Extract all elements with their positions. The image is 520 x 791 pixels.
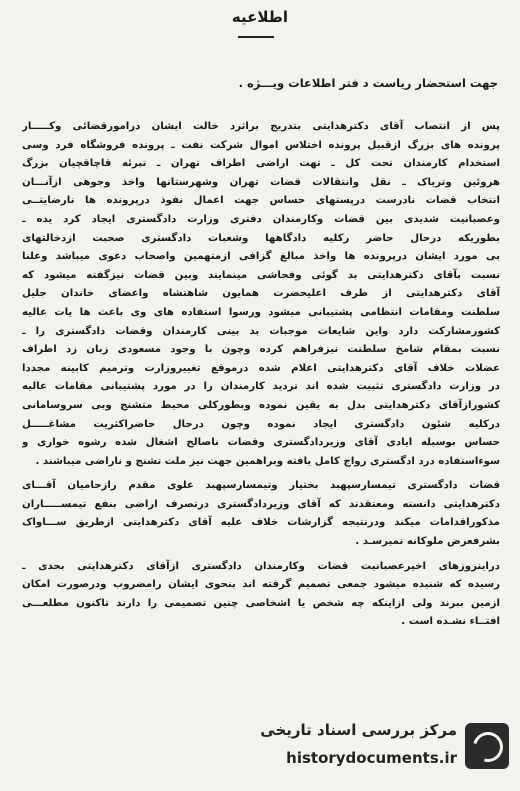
text-line: نسبت بمقام شامخ سلطنت نیزفراهم کرده وچون با وجود مسعودی زبان زد اطراف [22,344,500,356]
text-line: پرونده های بزرگ ازقبیل پرونده اختلاس اموال شرکت نفت ـ پرونده فروشگاه فرد وسی [22,139,500,151]
document-subject: جهت استحضار ریاست د فتر اطلاعات ویـــژه . [238,76,498,90]
text-line: مذکوراقدامات میکند ودرنتیجه گزارشات خلاف علیه آقای دکترهدایتی ازطریق ســـاواک [22,517,500,529]
paragraph [22,118,500,471]
text-line: نسبت بآقای دکترهدایتی بد گوئی وفحاشی مینمایند وبین قضات نیزگفته میشود که [22,269,500,281]
archive-watermark [168,715,513,777]
text-line: درکلیه شئون دادگستری ایجاد نموده وچون درحال حاضراکثریت مشاغـــــل [22,418,500,430]
text-line: کشورازآقای دکترهدایتی بدل به یقین نموده وبطورکلی محیط متشنج وبی سروسامانی [22,399,500,411]
text-line: وعصبانیت شدیدی بین قضات وکارمندان دفتری وزارت دادگستری ایجاد کرد یده ـ [22,213,500,225]
text-line: هروئین وتریاک ـ نقل وانتقالات قضات تهران وشهرستانها واخذ وجوهی ازآنـــان [22,176,500,188]
text-line: بشرفعرض ملوکانه نمیرسـد . [355,536,500,548]
paragraph [22,558,500,632]
text-line: پس از انتصاب آقای دکترهدایتی بتدریج براثرد خالت ایشان درامورقضائی وکـــــار [22,121,500,132]
text-line: دراینروزهای اخیرعصبانیت قضات وکارمندان دادگستری ازآقای دکترهدایتی بحدی ـ [22,560,500,572]
text-line: عضلات خلاف آقای دکترهدایتی اعلام شده درموقع تغییروزارت وترمیم کابینه مجددا [22,362,500,374]
text-line: استخدام کارمندان تحت کل ـ تهت اراضی اطراف تهران ـ تبرئه قاچاقچیان بزرگ [22,158,500,170]
document-title: اطلاعیه [231,8,289,26]
text-line: افتــاء نشـده است . [401,616,500,628]
text-line: سلطنت ومقامات انتظامی پشتیبانی میشود ورسوا استفاده های وی باعث ها یات عالیه [22,306,500,318]
text-line: بی مورد ایشان درپرونده ها واخذ مبالغ گزافی ازمتهمین واصحاب دعوی میباشد وعلنا [22,251,500,263]
text-line: سوءاستفاده درد ادگستری رواج کامل یافته وبراهمین جهت نیز ملت تشنج و ناراضی میباشند . [35,455,500,467]
text-line: آقای دکترهدایتی از طرف اعلیحضرت همایون شاهنشاه واعضای خاندان جلیل [22,288,500,300]
document-body [22,118,500,632]
title-underline [238,36,274,38]
text-line: قضات دادگستری تیمسارسپهبد بختیار وتیمسارسپهبد علوی مقدم رازحامیان آقـــای [22,480,500,492]
paragraph [22,477,500,551]
text-line: انتخاب قضات نادرست درپستهای حساس جهت اعمال نفوذ درپرونده ها نارضایتــی [22,195,500,207]
text-line: بطوریکه درحال حاضر رکلیه دادگاهها وشعبات دادگستری صحبت ازدخالتهای [22,232,500,244]
archive-logo-icon [465,723,509,769]
text-line: کشورمشارکت دارد واین شایعات موجبات بد بینی کارمندان وقضات دادگستری را ـ [22,325,500,337]
watermark-url: historydocuments.ir [286,749,457,767]
text-line: رسیده که شنیده میشود جمعی تصمیم گرفته اند بنحوی ایشان رامضروب ودرصورت امکان [22,579,500,591]
text-line: ازمین ببرند ولی ازاینکه چه شخص یا اشخاصی چنین تصمیمی را دارند تاکنون مطلعـــی [22,597,500,609]
text-line: حساس بوسیله ایادی آقای وزیردادگستری وقضات ناصالح اشغال شده رشوه خواری و [22,437,500,449]
text-line: دکترهدایتی دانسته ومعتقدند که آقای وزیردادگستری درتصرف اراضی بنفع تیمســـــاران [22,498,500,510]
watermark-title: مرکز بررسی اسناد تاریخی [260,721,457,739]
text-line: در وزارت دادگستری تثبیت شده اند تردید کارمندان را در مورد پشتیبانی مقامات عالیه [22,381,500,393]
